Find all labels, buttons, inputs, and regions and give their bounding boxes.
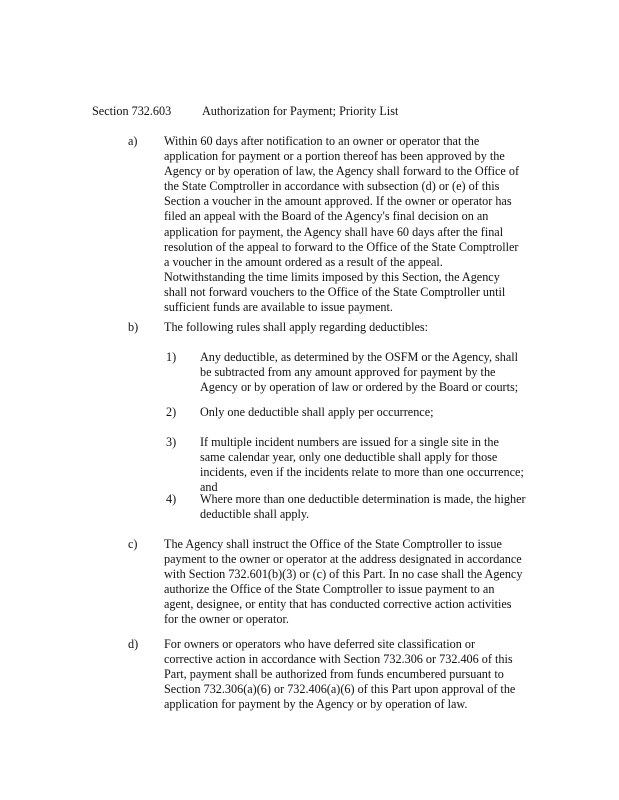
subsection-text: For owners or operators who have deferred site classification or corrective action in accordance with Section 732.306 or 732.406 of this Part, payment shall be authorized from funds encumbered pursuant to Section 732.306(a)(6) or 732.406(a)(6) of this Part upon approval of the application for payment by the Agency or by operation of law.: [164, 637, 516, 712]
subsection-text: The Agency shall instruct the Office of the State Comptroller to issue payment to the owner or operator at the address designated in accordance with Section 732.601(b)(3) or (c) of this Part. In no case shall the Agency authorize the Office of the State Comptroller to issue payment to an agent, designee, or entity that has conducted corrective action activities for the owner or operator.: [164, 537, 523, 627]
rule-label: 3): [166, 435, 177, 449]
subsection-label: d): [128, 637, 139, 651]
subsection-label: b): [128, 320, 139, 334]
rule-label: 1): [166, 350, 177, 364]
section-number: Section 732.603: [92, 104, 172, 118]
subsection-text: Within 60 days after notification to an owner or operator that the application for payment or a portion thereof has been approved by the Agency or by operation of law, the Agency shall forward to the Office of the State Comptroller in accordance with subsection (d) or (e) of this Section a voucher in the amount approved. If the owner or operator has filed an appeal with the Board of the Agency's final decision on an application for payment, the Agency shall have 60 days after the final resolution of the appeal to forward to the Office of the State Comptroller a voucher in the amount ordered as a result of the appeal. Notwithstanding the time limits imposed by this Section, the Agency shall not forward vouchers to the Office of the State Comptroller until sufficient funds are available to issue payment.: [164, 134, 520, 315]
deductible-rule-3: [166, 435, 528, 495]
deductible-rule-2: [166, 405, 528, 420]
subsection-text: The following rules shall apply regarding deductibles:: [164, 320, 428, 334]
subsection-label: c): [128, 537, 138, 551]
subsection-a: [128, 134, 528, 315]
rule-text: Only one deductible shall apply per occurrence;: [200, 405, 434, 419]
subsection-label: a): [128, 134, 138, 148]
rule-text: Any deductible, as determined by the OSFM or the Agency, shall be subtracted from any amount approved for payment by the Agency or by operation of law or ordered by the Board or courts;: [200, 350, 519, 395]
subsection-c: [128, 537, 528, 628]
rule-text: Where more than one deductible determination is made, the higher deductible shall apply.: [200, 492, 526, 522]
section-title: Authorization for Payment; Priority List: [202, 104, 399, 118]
subsection-d: [128, 637, 528, 712]
rule-label: 2): [166, 405, 177, 419]
section-heading: [92, 104, 398, 119]
deductible-rule-1: [166, 350, 528, 395]
subsection-b: [128, 320, 528, 335]
rule-label: 4): [166, 492, 177, 506]
rule-text: If multiple incident numbers are issued for a single site in the same calendar year, only one deductible shall apply for those incidents, even if the incidents relate to more than one occurrence; and: [200, 435, 524, 495]
deductible-rule-4: [166, 492, 528, 522]
